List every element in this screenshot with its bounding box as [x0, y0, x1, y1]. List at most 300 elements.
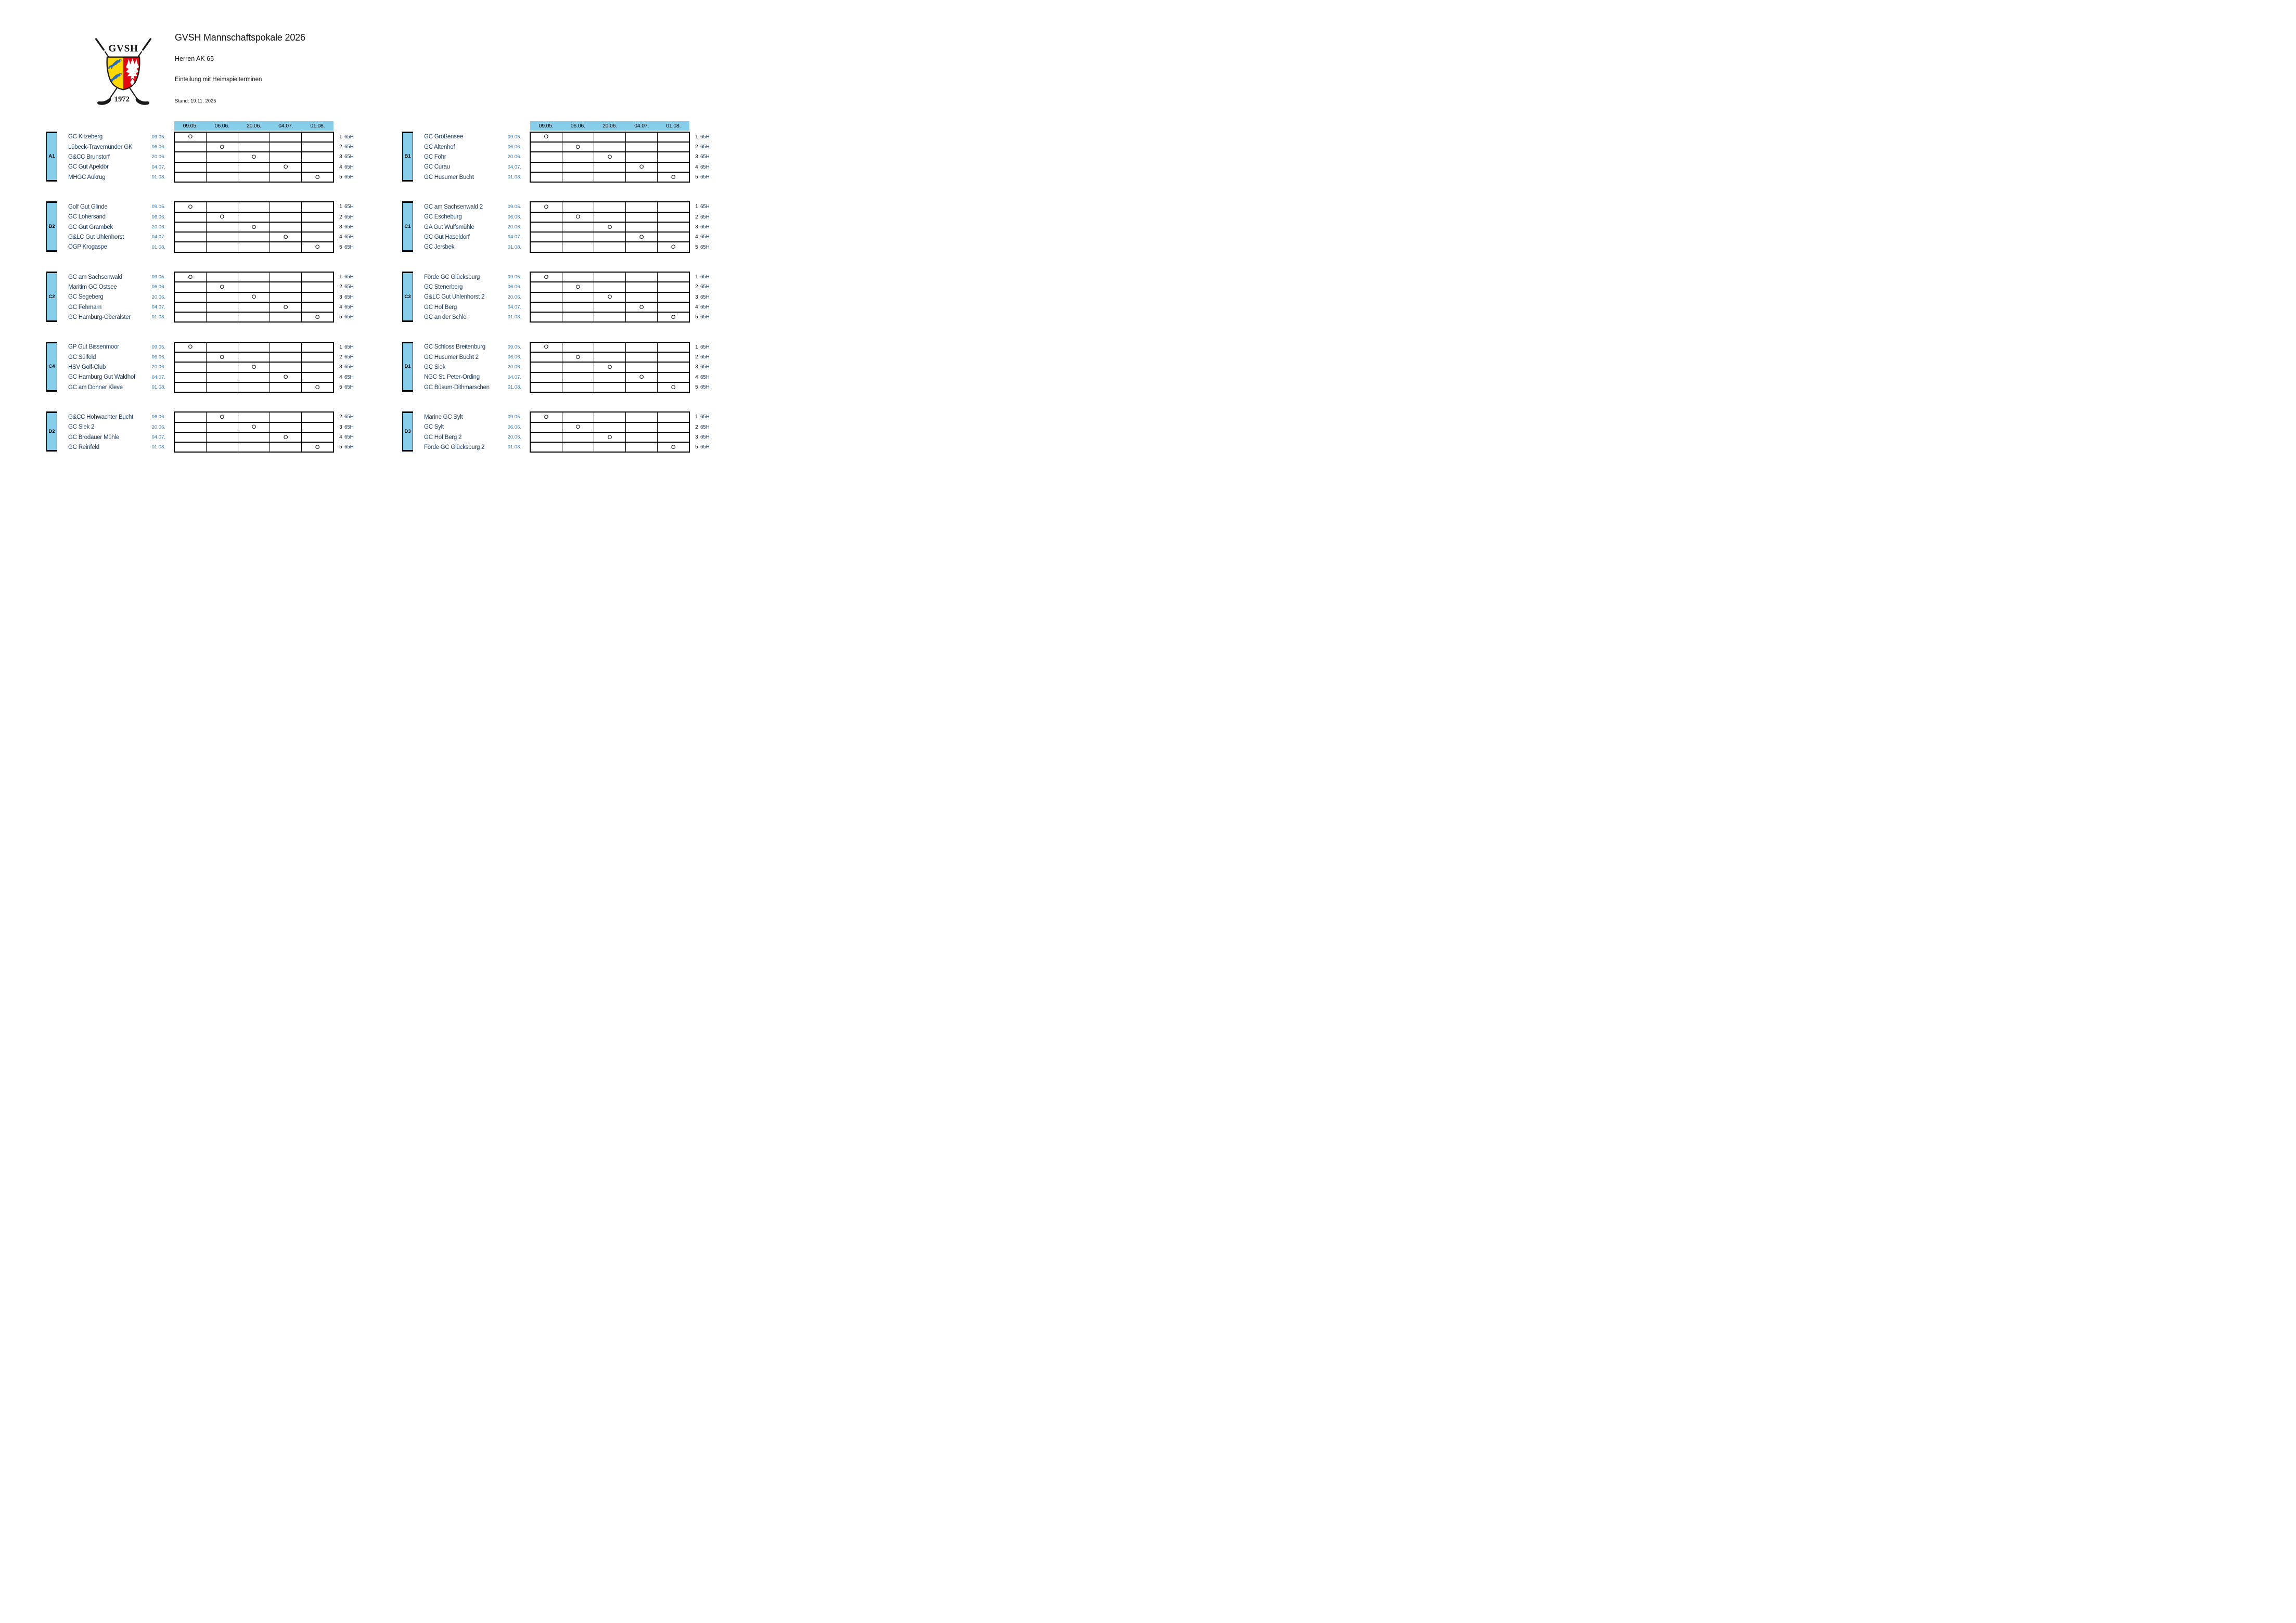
spacer	[165, 172, 174, 182]
match-cell	[626, 152, 658, 162]
club-name: GC am Sachsenwald	[68, 274, 122, 280]
match-cell	[270, 352, 302, 362]
match-cell	[594, 282, 625, 292]
club-name: GC Sylt	[424, 424, 444, 431]
spacer	[334, 442, 337, 452]
match-cell	[626, 422, 658, 432]
match-cell	[626, 312, 658, 322]
row-number: 3	[339, 154, 342, 160]
team-row	[424, 202, 716, 212]
match-cell	[530, 212, 562, 222]
team-row	[68, 372, 360, 382]
row-number: 3	[339, 224, 342, 230]
club-name: Marine GC Sylt	[424, 414, 463, 420]
spacer	[521, 152, 530, 162]
team-row	[68, 152, 360, 162]
format-badge: 65H	[344, 214, 354, 220]
date-header-band	[530, 121, 689, 131]
spacer	[165, 382, 174, 392]
club-name: GC Kitzeberg	[68, 134, 103, 140]
match-cell	[626, 242, 658, 252]
format-badge: 65H	[700, 364, 710, 370]
home-date: 20.06.	[151, 224, 165, 230]
home-date: 01.08.	[151, 444, 165, 450]
spacer	[689, 382, 693, 392]
spacer	[334, 172, 337, 182]
spacer	[334, 422, 337, 432]
match-cell	[530, 162, 562, 172]
spacer	[689, 362, 693, 372]
match-cell	[270, 142, 302, 152]
row-number: 3	[339, 424, 342, 430]
match-cell	[626, 142, 658, 152]
row-number: 3	[695, 154, 698, 160]
match-cell	[530, 372, 562, 382]
match-cell	[174, 212, 206, 222]
row-number: 4	[695, 374, 698, 380]
home-date: 09.05.	[507, 344, 521, 350]
o-marker-cell: O	[658, 442, 689, 452]
format-badge: 65H	[700, 384, 710, 391]
match-cell	[302, 422, 334, 432]
team-row	[424, 142, 716, 152]
match-cell	[206, 342, 238, 352]
spacer	[689, 372, 693, 382]
row-number: 5	[695, 314, 698, 320]
row-number: 3	[339, 294, 342, 300]
match-cell	[594, 212, 625, 222]
spacer	[334, 232, 337, 242]
date-header: 09.05.	[183, 123, 198, 129]
match-cell	[594, 372, 625, 382]
club-name: GC Hamburg Gut Waldhof	[68, 374, 135, 381]
match-cell	[270, 222, 302, 232]
date-header: 01.08.	[310, 123, 325, 129]
match-cell	[626, 442, 658, 452]
team-row	[424, 412, 716, 422]
team-row	[424, 242, 716, 252]
gvsh-logo	[94, 37, 153, 107]
format-badge: 65H	[700, 304, 710, 311]
match-cell	[530, 142, 562, 152]
team-row	[68, 432, 360, 442]
spacer	[521, 432, 530, 442]
team-row	[424, 362, 716, 372]
spacer	[521, 362, 530, 372]
club-name: GC Gut Apeldör	[68, 164, 109, 171]
format-badge: 65H	[700, 134, 710, 140]
o-marker-cell: O	[206, 282, 238, 292]
format-badge: 65H	[700, 414, 710, 420]
team-row	[68, 172, 360, 182]
team-row	[424, 422, 716, 432]
club-name: Lübeck-Travemünder GK	[68, 144, 133, 150]
match-cell	[658, 432, 689, 442]
club-name: Förde GC Glücksburg	[424, 274, 480, 280]
home-date: 20.06.	[507, 364, 521, 370]
spacer	[334, 292, 337, 302]
match-cell	[658, 352, 689, 362]
club-name: GC Büsum-Dithmarschen	[424, 384, 490, 391]
o-marker-cell: O	[270, 432, 302, 442]
match-cell	[206, 302, 238, 312]
match-cell	[626, 212, 658, 222]
format-badge: 65H	[344, 424, 354, 430]
home-date: 06.06.	[151, 284, 165, 290]
club-name: GC Reinfeld	[68, 444, 99, 450]
club-name: GC Husumer Bucht	[424, 174, 474, 181]
row-number: 3	[695, 294, 698, 300]
match-cell	[658, 132, 689, 142]
page-title: GVSH Mannschaftspokale 2026	[175, 32, 305, 43]
match-cell	[658, 282, 689, 292]
team-row	[424, 212, 716, 222]
team-row	[424, 342, 716, 352]
date-header: 01.08.	[666, 123, 681, 129]
club-name: GC Gut Grambek	[68, 224, 113, 230]
group-label-B2: B2	[46, 201, 57, 252]
home-date: 09.05.	[507, 414, 521, 420]
home-date: 01.08.	[151, 244, 165, 250]
match-cell	[530, 312, 562, 322]
team-row	[424, 292, 716, 302]
home-date: 06.06.	[151, 414, 165, 420]
spacer	[334, 142, 337, 152]
o-marker-cell: O	[238, 222, 270, 232]
spacer	[689, 412, 693, 422]
match-cell	[626, 362, 658, 372]
row-number: 5	[695, 174, 698, 181]
format-badge: 65H	[700, 204, 710, 210]
group-table-D2	[68, 411, 360, 453]
spacer	[165, 352, 174, 362]
spacer	[521, 422, 530, 432]
o-marker-cell: O	[302, 442, 334, 452]
date-header: 06.06.	[570, 123, 585, 129]
home-date: 09.05.	[151, 134, 165, 140]
match-cell	[658, 202, 689, 212]
match-cell	[658, 142, 689, 152]
spacer	[689, 142, 693, 152]
spacer	[521, 172, 530, 182]
spacer	[334, 432, 337, 442]
row-number: 5	[695, 244, 698, 250]
team-row	[68, 242, 360, 252]
match-cell	[594, 412, 625, 422]
home-date: 01.08.	[151, 314, 165, 320]
match-cell	[302, 142, 334, 152]
match-cell	[562, 172, 594, 182]
match-cell	[238, 312, 270, 322]
team-row	[68, 142, 360, 152]
spacer	[521, 312, 530, 322]
team-row	[424, 372, 716, 382]
club-name: GC Hof Berg	[424, 304, 457, 311]
spacer	[689, 272, 693, 282]
club-name: GC Fehmarn	[68, 304, 101, 311]
match-cell	[658, 302, 689, 312]
match-cell	[594, 352, 625, 362]
match-cell	[626, 272, 658, 282]
match-cell	[658, 272, 689, 282]
club-name: G&LC Gut Uhlenhorst	[68, 234, 124, 240]
match-cell	[530, 422, 562, 432]
spacer	[165, 412, 174, 422]
match-cell	[594, 272, 625, 282]
match-cell	[238, 282, 270, 292]
match-cell	[238, 412, 270, 422]
spacer	[334, 382, 337, 392]
match-cell	[302, 342, 334, 352]
spacer	[334, 352, 337, 362]
format-badge: 65H	[344, 234, 354, 240]
spacer	[689, 352, 693, 362]
match-cell	[174, 422, 206, 432]
team-row	[68, 302, 360, 312]
o-marker-cell: O	[238, 152, 270, 162]
o-marker-cell: O	[206, 142, 238, 152]
match-cell	[562, 362, 594, 372]
date-header-band	[174, 121, 334, 131]
spacer	[521, 272, 530, 282]
home-date: 06.06.	[507, 144, 521, 150]
home-date: 06.06.	[151, 354, 165, 360]
spacer	[165, 342, 174, 352]
home-date: 20.06.	[151, 154, 165, 160]
team-row	[68, 412, 360, 422]
spacer	[521, 352, 530, 362]
team-row	[424, 282, 716, 292]
match-cell	[626, 342, 658, 352]
format-badge: 65H	[700, 354, 710, 360]
row-number: 1	[695, 414, 698, 420]
match-cell	[238, 272, 270, 282]
club-name: GC am Sachsenwald 2	[424, 203, 483, 210]
format-badge: 65H	[700, 424, 710, 430]
club-name: ÖGP Krogaspe	[68, 244, 107, 251]
spacer	[165, 242, 174, 252]
match-cell	[174, 292, 206, 302]
format-badge: 65H	[700, 234, 710, 240]
o-marker-cell: O	[626, 302, 658, 312]
match-cell	[206, 292, 238, 302]
o-marker-cell: O	[562, 422, 594, 432]
format-badge: 65H	[344, 274, 354, 280]
home-date: 20.06.	[151, 364, 165, 370]
match-cell	[626, 432, 658, 442]
team-row	[424, 162, 716, 172]
spacer	[689, 422, 693, 432]
match-cell	[626, 172, 658, 182]
spacer	[689, 202, 693, 212]
match-cell	[302, 202, 334, 212]
row-number: 1	[695, 274, 698, 280]
match-cell	[562, 272, 594, 282]
match-cell	[302, 152, 334, 162]
match-cell	[626, 202, 658, 212]
group-label-A1: A1	[46, 132, 57, 182]
row-number: 2	[695, 144, 698, 150]
o-marker-cell: O	[174, 202, 206, 212]
spacer	[521, 302, 530, 312]
club-name: GP Gut Bissenmoor	[68, 344, 119, 351]
match-cell	[530, 172, 562, 182]
match-cell	[174, 372, 206, 382]
spacer	[334, 412, 337, 422]
spacer	[165, 142, 174, 152]
format-badge: 65H	[700, 164, 710, 170]
match-cell	[530, 432, 562, 442]
match-cell	[174, 172, 206, 182]
o-marker-cell: O	[270, 372, 302, 382]
match-cell	[206, 162, 238, 172]
team-row	[424, 222, 716, 232]
team-row	[424, 382, 716, 392]
team-row	[68, 442, 360, 452]
format-badge: 65H	[344, 414, 354, 420]
spacer	[334, 202, 337, 212]
format-badge: 65H	[700, 214, 710, 220]
date-header: 20.06.	[247, 123, 261, 129]
o-marker-cell: O	[658, 172, 689, 182]
spacer	[165, 202, 174, 212]
format-badge: 65H	[700, 374, 710, 380]
format-badge: 65H	[700, 174, 710, 181]
spacer	[689, 282, 693, 292]
spacer	[165, 232, 174, 242]
match-cell	[174, 142, 206, 152]
o-marker-cell: O	[562, 142, 594, 152]
match-cell	[658, 162, 689, 172]
team-row	[424, 132, 716, 142]
row-number: 4	[339, 434, 342, 441]
group-label-C2: C2	[46, 272, 57, 322]
row-number: 2	[339, 144, 342, 150]
format-badge: 65H	[344, 304, 354, 311]
spacer	[165, 292, 174, 302]
row-number: 2	[695, 424, 698, 430]
home-date: 20.06.	[507, 434, 521, 441]
team-row	[68, 362, 360, 372]
match-cell	[562, 232, 594, 242]
match-cell	[238, 342, 270, 352]
club-name: NGC St. Peter-Ording	[424, 374, 480, 381]
match-cell	[174, 432, 206, 442]
row-number: 3	[339, 364, 342, 370]
logo-year-text: 1972	[114, 95, 130, 104]
format-badge: 65H	[344, 354, 354, 360]
format-badge: 65H	[700, 344, 710, 350]
o-marker-cell: O	[206, 412, 238, 422]
match-cell	[238, 232, 270, 242]
format-badge: 65H	[700, 224, 710, 230]
format-badge: 65H	[344, 144, 354, 150]
home-date: 01.08.	[507, 444, 521, 450]
group-table-D3	[424, 411, 716, 453]
match-cell	[238, 132, 270, 142]
row-number: 2	[339, 354, 342, 360]
home-date: 04.07.	[507, 164, 521, 170]
team-row	[424, 442, 716, 452]
team-row	[424, 312, 716, 322]
o-marker-cell: O	[174, 132, 206, 142]
match-cell	[562, 222, 594, 232]
group-label-C1: C1	[402, 201, 413, 252]
match-cell	[238, 172, 270, 182]
match-cell	[626, 412, 658, 422]
match-cell	[206, 312, 238, 322]
match-cell	[658, 222, 689, 232]
club-name: GC Großensee	[424, 134, 463, 140]
o-marker-cell: O	[302, 172, 334, 182]
spacer	[334, 362, 337, 372]
spacer	[165, 132, 174, 142]
spacer	[334, 242, 337, 252]
group-table-C2	[68, 272, 360, 323]
spacer	[689, 242, 693, 252]
spacer	[334, 132, 337, 142]
spacer	[689, 442, 693, 452]
row-number: 4	[339, 164, 342, 170]
spacer	[521, 282, 530, 292]
team-row	[68, 352, 360, 362]
club-name: GC Lohersand	[68, 214, 106, 221]
match-cell	[174, 302, 206, 312]
match-cell	[206, 152, 238, 162]
team-row	[68, 272, 360, 282]
match-cell	[206, 172, 238, 182]
home-date: 01.08.	[507, 384, 521, 391]
match-cell	[270, 342, 302, 352]
o-marker-cell: O	[626, 162, 658, 172]
match-cell	[658, 152, 689, 162]
row-number: 1	[695, 344, 698, 350]
match-cell	[270, 132, 302, 142]
match-cell	[270, 442, 302, 452]
format-badge: 65H	[344, 364, 354, 370]
group-table-B2	[68, 201, 360, 252]
home-date: 09.05.	[151, 274, 165, 280]
row-number: 4	[695, 304, 698, 311]
club-name: GC Escheburg	[424, 214, 462, 221]
match-cell	[594, 382, 625, 392]
club-name: HSV Golf-Club	[68, 364, 106, 370]
match-cell	[302, 132, 334, 142]
o-marker-cell: O	[238, 362, 270, 372]
match-cell	[270, 212, 302, 222]
row-number: 5	[695, 444, 698, 450]
club-name: GC am Donner Kleve	[68, 384, 123, 391]
home-date: 20.06.	[151, 424, 165, 430]
match-cell	[174, 152, 206, 162]
spacer	[334, 342, 337, 352]
o-marker-cell: O	[270, 162, 302, 172]
schedule-sheet	[0, 0, 765, 541]
team-row	[68, 342, 360, 352]
row-number: 5	[339, 174, 342, 181]
format-badge: 65H	[344, 444, 354, 450]
home-date: 09.05.	[151, 344, 165, 350]
spacer	[689, 152, 693, 162]
spacer	[165, 372, 174, 382]
o-marker-cell: O	[594, 292, 625, 302]
match-cell	[302, 352, 334, 362]
match-cell	[594, 312, 625, 322]
match-cell	[562, 132, 594, 142]
home-date: 01.08.	[507, 314, 521, 320]
o-marker-cell: O	[530, 202, 562, 212]
match-cell	[238, 432, 270, 442]
